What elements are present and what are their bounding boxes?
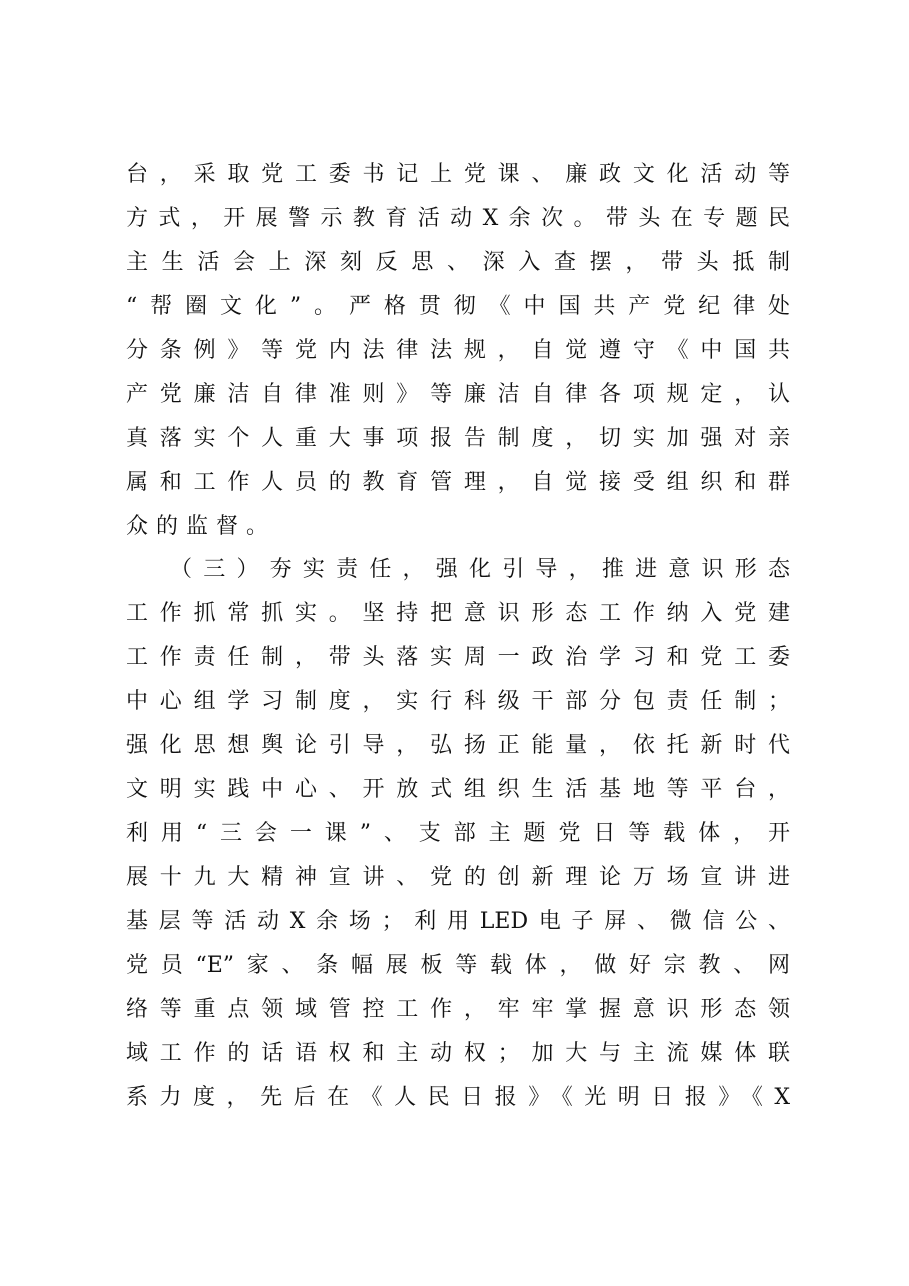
text-line: 台，采取党工委书记上党课、廉政文化活动等 bbox=[126, 162, 790, 187]
text-line: 党员“E”家、条幅展板等载体，做好宗教、网 bbox=[126, 952, 790, 978]
text-line: 基层等活动X余场；利用LED电子屏、微信公、 bbox=[126, 908, 790, 934]
text-line: 强化思想舆论引导，弘扬正能量，依托新时代 bbox=[126, 733, 790, 759]
text-line: 产党廉洁自律准则》等廉洁自律各项规定，认 bbox=[126, 381, 790, 407]
text-line: 方式，开展警示教育活动X余次。带头在专题民 bbox=[126, 205, 790, 231]
text-line: 展十九大精神宣讲、党的创新理论万场宣讲进 bbox=[126, 865, 790, 890]
text-line: 工作抓常抓实。坚持把意识形态工作纳入党建 bbox=[126, 601, 790, 627]
text-line: “帮圈文化”。严格贯彻《中国共产党纪律处 bbox=[126, 293, 790, 319]
text-line: 分条例》等党内法律法规，自觉遵守《中国共 bbox=[126, 337, 790, 363]
text-line: 利用“三会一课”、支部主题党日等载体，开 bbox=[126, 821, 790, 847]
text-line: 中心组学习制度，实行科级干部分包责任制； bbox=[126, 689, 790, 715]
paragraph-1 bbox=[126, 153, 790, 548]
text-line: 属和工作人员的教育管理，自觉接受组织和群 bbox=[126, 469, 790, 495]
text-line: 真落实个人重大事项报告制度，切实加强对亲 bbox=[126, 425, 790, 451]
text-line: 工作责任制，带头落实周一政治学习和党工委 bbox=[126, 645, 790, 671]
text-line: 络等重点领域管控工作，牢牢掌握意识形态领 bbox=[126, 996, 790, 1022]
paragraph-2 bbox=[126, 548, 790, 1119]
text-line: 系力度，先后在《人民日报》《光明日报》《X bbox=[126, 1084, 790, 1110]
document-body bbox=[126, 153, 790, 1120]
text-line: 域工作的话语权和主动权；加大与主流媒体联 bbox=[126, 1040, 790, 1066]
text-line: 文明实践中心、开放式组织生活基地等平台， bbox=[126, 777, 790, 803]
text-line: 众的监督。 bbox=[126, 513, 277, 539]
section-heading-line: （三）夯实责任，强化引导，推进意识形态 bbox=[170, 557, 790, 583]
text-line: 主生活会上深刻反思、深入查摆，带头抵制 bbox=[126, 249, 790, 275]
